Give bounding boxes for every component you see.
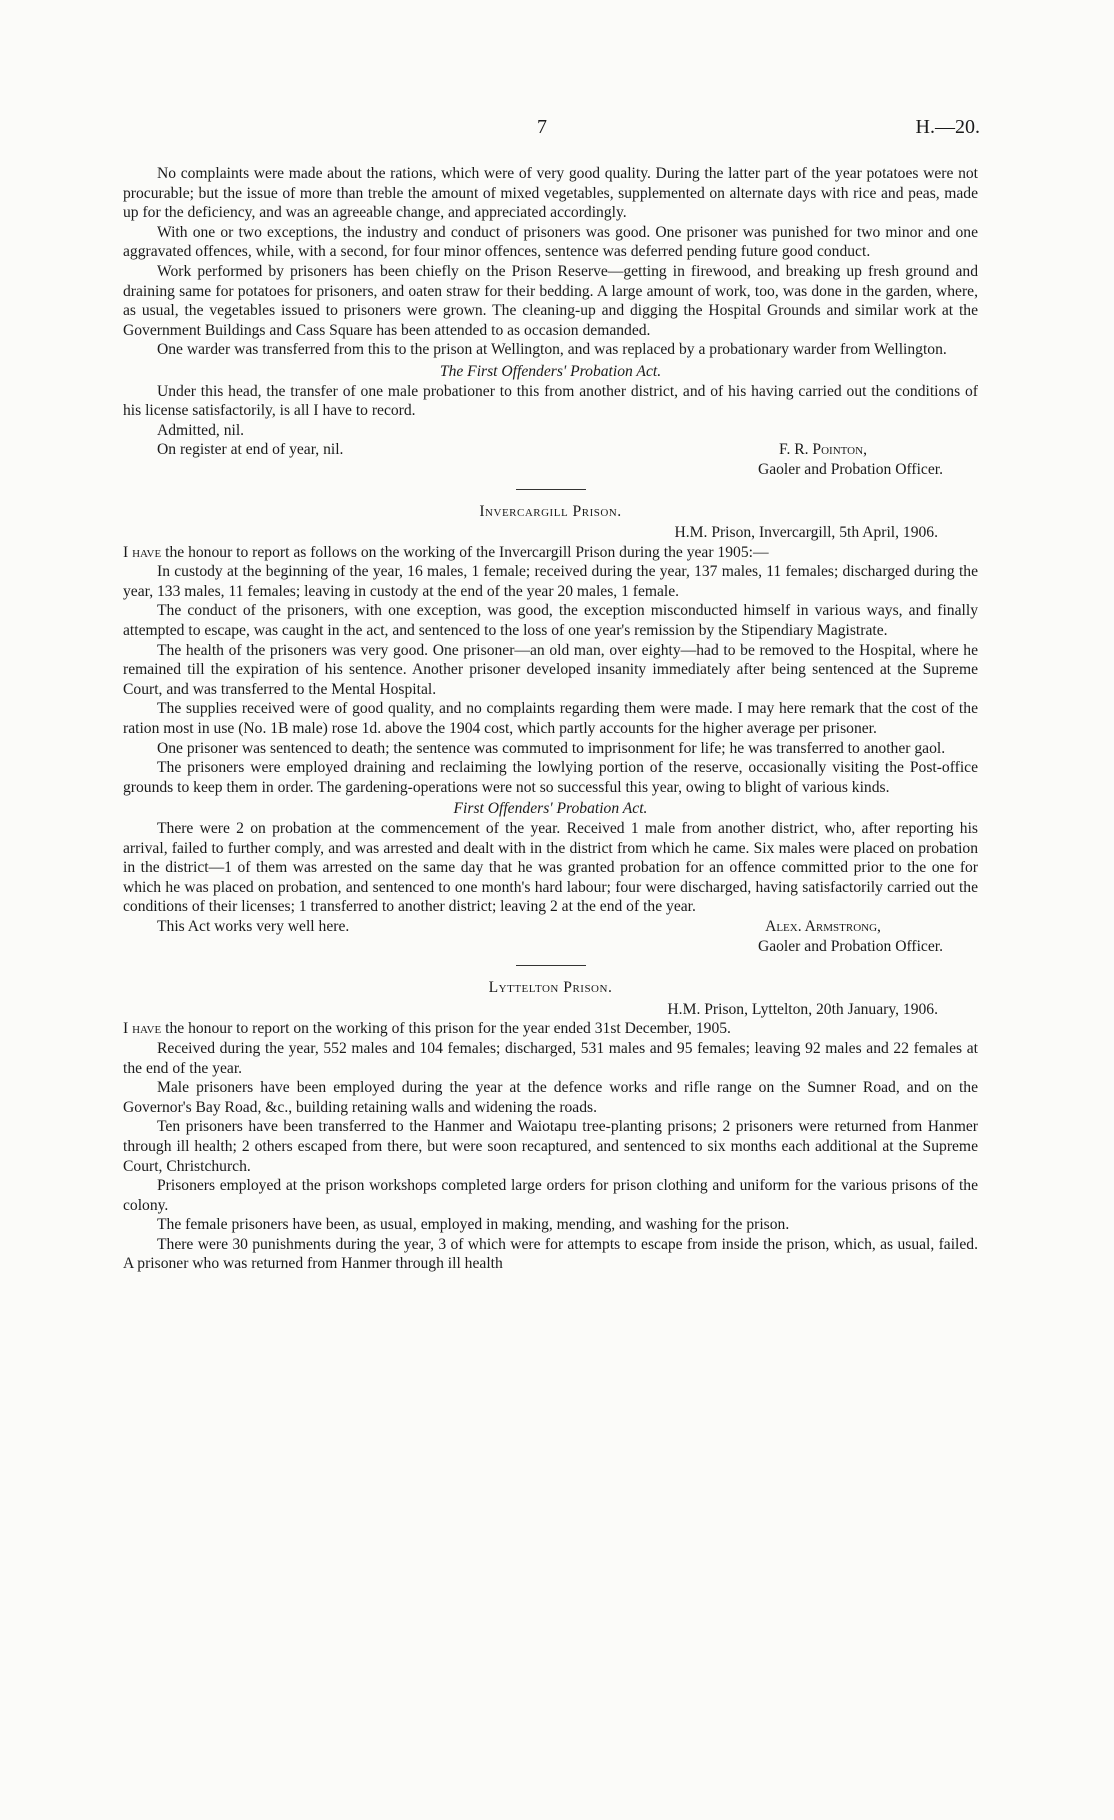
paragraph: The conduct of the prisoners, with one exception, was good, the exception misconducted himself in various ways, and finally attempted to escape, was caught in the act, and sentenced to the loss of one year's remission by the Stipendiary Magistrate. [123, 602, 978, 640]
paragraph: One warder was transferred from this to the prison at Wellington, and was replaced by a probationary warder from Wellington. [157, 341, 947, 359]
paragraph: Work performed by prisoners has been chiefly on the Prison Reserve—getting in firewood, and breaking up fresh ground and draining same for potatoes for prisoners, and oaten straw for their bedding. A large amount of work, too, was done in the garden, where, as usual, the vegetables issued to prisoners were grown. The cleaning-up and digging the Hospital Grounds and similar work at the Government Buildings and Cass Square has been attended to as occasion demanded. [123, 262, 978, 339]
dateline: H.M. Prison, Lyttelton, 20th January, 1906. [667, 1000, 938, 1018]
paragraph: The prisoners were employed draining and reclaiming the lowlying portion of the reserve, occasionally visiting the Post-office grounds to keep them in order. The gardening-operations were not so successful this year, owing to blight of various kinds. [123, 759, 978, 796]
paragraph: Ten prisoners have been transferred to the Hanmer and Waiotapu tree-planting prisons; 2 prisoners were returned from Hanmer through ill health; 2 others escaped from there, but were soon recaptured, and sentenced to six months each additional at the Supreme Court, Christchurch. [123, 1118, 978, 1175]
dateline: H.M. Prison, Invercargill, 5th April, 1906. [674, 524, 938, 542]
paragraph: There were 2 on probation at the commencement of the year. Received 1 male from another district, who, after reporting his arrival, failed to further comply, and was arrested and dealt with in the district from which he came. Six males were placed on probation in the district—1 of them was arrested on the same day that he was granted probation for an offence committed prior to the one for which he was placed on probation, and sentenced to one month's hard labour; four were discharged, having satisfactorily carried out the conditions of their licenses; 1 transferred to another district; leaving 2 at the end of the year. [123, 820, 978, 916]
paragraph: One prisoner was sentenced to death; the sentence was commuted to imprisonment for life; he was transferred to another gaol. [157, 739, 946, 757]
section-divider [516, 965, 586, 966]
section-divider [516, 489, 586, 490]
signatory-title: Gaoler and Probation Officer. [757, 460, 943, 478]
register-line: On register at end of year, nil. [157, 441, 344, 459]
document-reference: H.—20. [915, 116, 980, 138]
signature-block [123, 440, 978, 460]
section-subheading: The First Offenders' Probation Act. [439, 362, 662, 380]
paragraph: Prisoners employed at the prison workshops completed large orders for prison clothing and uniform for the various prisons of the colony. [123, 1177, 978, 1214]
paragraph: The health of the prisoners was very good. One prisoner—an old man, over eighty—had to be removed to the Hospital, where he remained till the expiration of his sentence. Another prisoner developed insanity immediately after being sentenced at the Supreme Court, and was transferred to the Mental Hospital. [123, 641, 978, 698]
paragraph: Received during the year, 552 males and 104 females; discharged, 531 males and 95 females; leaving 92 males and 22 females at the end of the year. [123, 1039, 978, 1077]
section-subheading: First Offenders' Probation Act. [453, 800, 648, 818]
page-number: 7 [537, 116, 547, 138]
signatory-title: Gaoler and Probation Officer. [757, 937, 943, 955]
opening-text: the honour to report as follows on the working of the Invercargill Prison during the year 1905:— [161, 543, 769, 561]
closing-remark: This Act works very well here. [157, 917, 350, 935]
signature-block [123, 917, 978, 937]
paragraph: No complaints were made about the rations, which were of very good quality. During the latter part of the year potatoes were not procurable; but the issue of more than treble the amount of mixed vegetables, supplemented on alternate days with rice and peas, made up for the deficiency, and was an agreeable change, and appreciated accordingly. [123, 165, 978, 222]
page-header [0, 116, 1114, 144]
paragraph: Under this head, the transfer of one male probationer to this from another district, and of his having carried out the conditions of his license satisfactorily, is all I have to record. [123, 382, 978, 420]
paragraph: The female prisoners have been, as usual, employed in making, mending, and washing for the prison. [157, 1216, 790, 1234]
opening-text: the honour to report on the working of this prison for the year ended 31st December, 1905. [161, 1020, 731, 1038]
page-body [123, 164, 978, 1274]
opening-lead: I have [123, 543, 162, 561]
paragraph: With one or two exceptions, the industry and conduct of prisoners was good. One prisoner was punished for two minor and one aggravated offences, while, with a second, for four minor offences, sentence was deferred pending future good conduct. [123, 223, 978, 261]
opening-lead: I have [123, 1020, 162, 1038]
paragraph: There were 30 punishments during the year, 3 of which were for attempts to escape from inside the prison, which, as usual, failed. A prisoner who was returned from Hanmer through ill health [123, 1235, 978, 1273]
paragraph: In custody at the beginning of the year, 16 males, 1 female; received during the year, 137 males, 11 females; discharged during the year, 133 males, 11 females; leaving in custody at the end of the year 20 males, 1 female. [123, 563, 978, 600]
section-heading: Lyttelton Prison. [488, 979, 613, 997]
opening-paragraph [123, 1019, 978, 1039]
paragraph: Male prisoners have been employed during the year at the defence works and rifle range on the Sumner Road, and on the Governor's Bay Road, &c., building retaining walls and widening the roads. [123, 1079, 978, 1116]
signatory-name: F. R. Pointon, [779, 441, 867, 459]
admitted-line: Admitted, nil. [157, 421, 245, 439]
paragraph: The supplies received were of good quality, and no complaints regarding them were made. I may here remark that the cost of the ration most in use (No. 1B male) rose 1d. above the 1904 cost, which partly accounts for the higher average per prisoner. [123, 700, 978, 738]
opening-paragraph [123, 543, 978, 563]
section-heading: Invercargill Prison. [479, 502, 622, 520]
signatory-name: Alex. Armstrong, [765, 917, 881, 935]
